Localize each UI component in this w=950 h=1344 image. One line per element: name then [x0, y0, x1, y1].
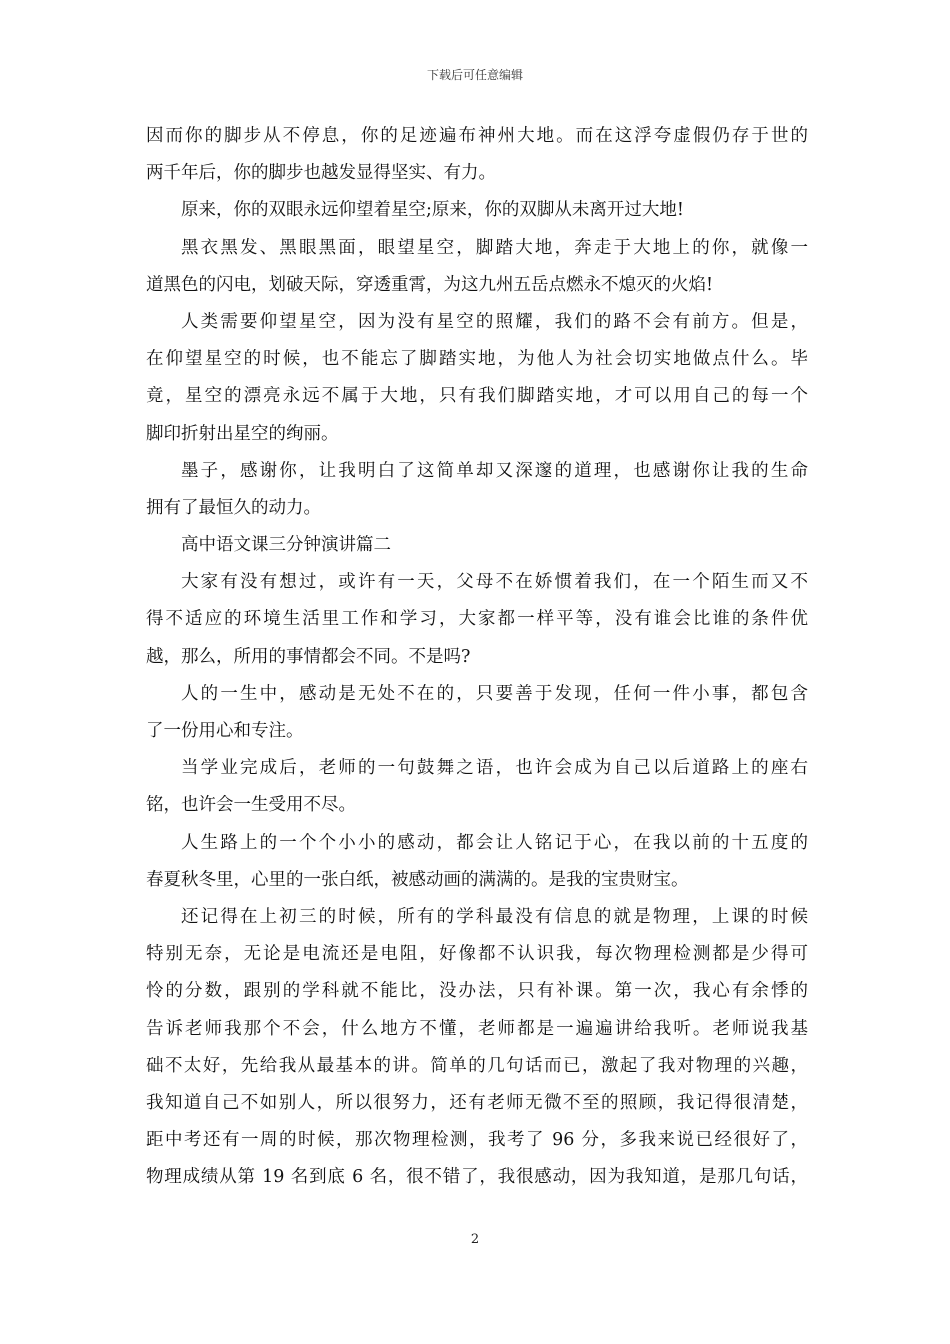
text-line: 人类需要仰望星空，因为没有星空的照耀，我们的路不会有前方。但是， — [181, 311, 808, 332]
text-line: 在仰望星空的时候，也不能忘了脚踏实地，为他人为社会切实地做点什么。毕 — [146, 349, 808, 370]
text-line: 人的一生中，感动是无处不在的，只要善于发现，任何一件小事，都包含 — [181, 683, 808, 704]
text-line: 告诉老师我那个不会，什么地方不懂，老师都是一遍遍讲给我听。老师说我基 — [146, 1018, 808, 1039]
text-line: 黑衣黑发、黑眼黑面，眼望星空，脚踏大地，奔走于大地上的你，就像一 — [181, 237, 808, 258]
text-line: 还记得在上初三的时候，所有的学科最没有信息的就是物理，上课的时候 — [181, 906, 808, 927]
text-line: 我知道自己不如别人，所以很努力，还有老师无微不至的照顾，我记得很清楚， — [146, 1092, 808, 1113]
text-line: 特别无奈，无论是电流还是电阻，好像都不认识我，每次物理检测都是少得可 — [146, 944, 808, 965]
text-line: 怜的分数，跟别的学科就不能比，没办法，只有补课。第一次，我心有余悸的 — [146, 981, 808, 1002]
text-line: 竟，星空的漂亮永远不属于大地，只有我们脚踏实地，才可以用自己的每一个 — [146, 386, 808, 407]
document-body — [146, 118, 808, 1196]
header-note: 下载后可任意编辑 — [426, 68, 523, 82]
text-line: 因而你的脚步从不停息，你的足迹遍布神州大地。而在这浮夸虚假仍存于世的 — [146, 126, 808, 146]
page-number: 2 — [470, 1232, 480, 1247]
text-line: 脚印折射出星空的绚丽。 — [146, 423, 339, 444]
text-line: 大家有没有想过，或许有一天，父母不在娇惯着我们，在一个陌生而又不 — [181, 572, 808, 593]
text-line: 物理成绩从第 19 名到底 6 名，很不错了，我很感动，因为我知道，是那几句话， — [146, 1167, 808, 1188]
text-line: 越，那么，所用的事情都会不同。不是吗? — [146, 646, 471, 667]
text-line: 铭，也许会一生受用不尽。 — [146, 795, 356, 816]
text-line: 春夏秋冬里，心里的一张白纸，被感动画的满满的。是我的宝贵财宝。 — [146, 869, 689, 890]
text-line: 拥有了最恒久的动力。 — [146, 497, 321, 518]
text-line: 原来，你的双眼永远仰望着星空;原来，你的双脚从未离开过大地! — [181, 200, 684, 221]
text-line: 得不适应的环境生活里工作和学习，大家都一样平等，没有谁会比谁的条件优 — [146, 609, 808, 630]
text-line: 础不太好，先给我从最基本的讲。简单的几句话而已，激起了我对物理的兴趣， — [146, 1055, 808, 1076]
text-line: 两千年后，你的脚步也越发显得坚实、有力。 — [146, 163, 496, 184]
text-line: 距中考还有一周的时候，那次物理检测，我考了 96 分，多我来说已经很好了， — [146, 1130, 808, 1151]
text-line: 道黑色的闪电，划破天际，穿透重霄，为这九州五岳点燃永不熄灭的火焰! — [146, 274, 714, 295]
text-line: 高中语文课三分钟演讲篇二 — [181, 535, 391, 556]
text-line: 了一份用心和专注。 — [146, 721, 304, 741]
text-line: 人生路上的一个个小小的感动，都会让人铭记于心，在我以前的十五度的 — [181, 832, 808, 853]
text-line: 当学业完成后，老师的一句鼓舞之语，也许会成为自己以后道路上的座右 — [181, 758, 808, 779]
text-line: 墨子，感谢你，让我明白了这简单却又深邃的道理，也感谢你让我的生命 — [181, 460, 808, 481]
